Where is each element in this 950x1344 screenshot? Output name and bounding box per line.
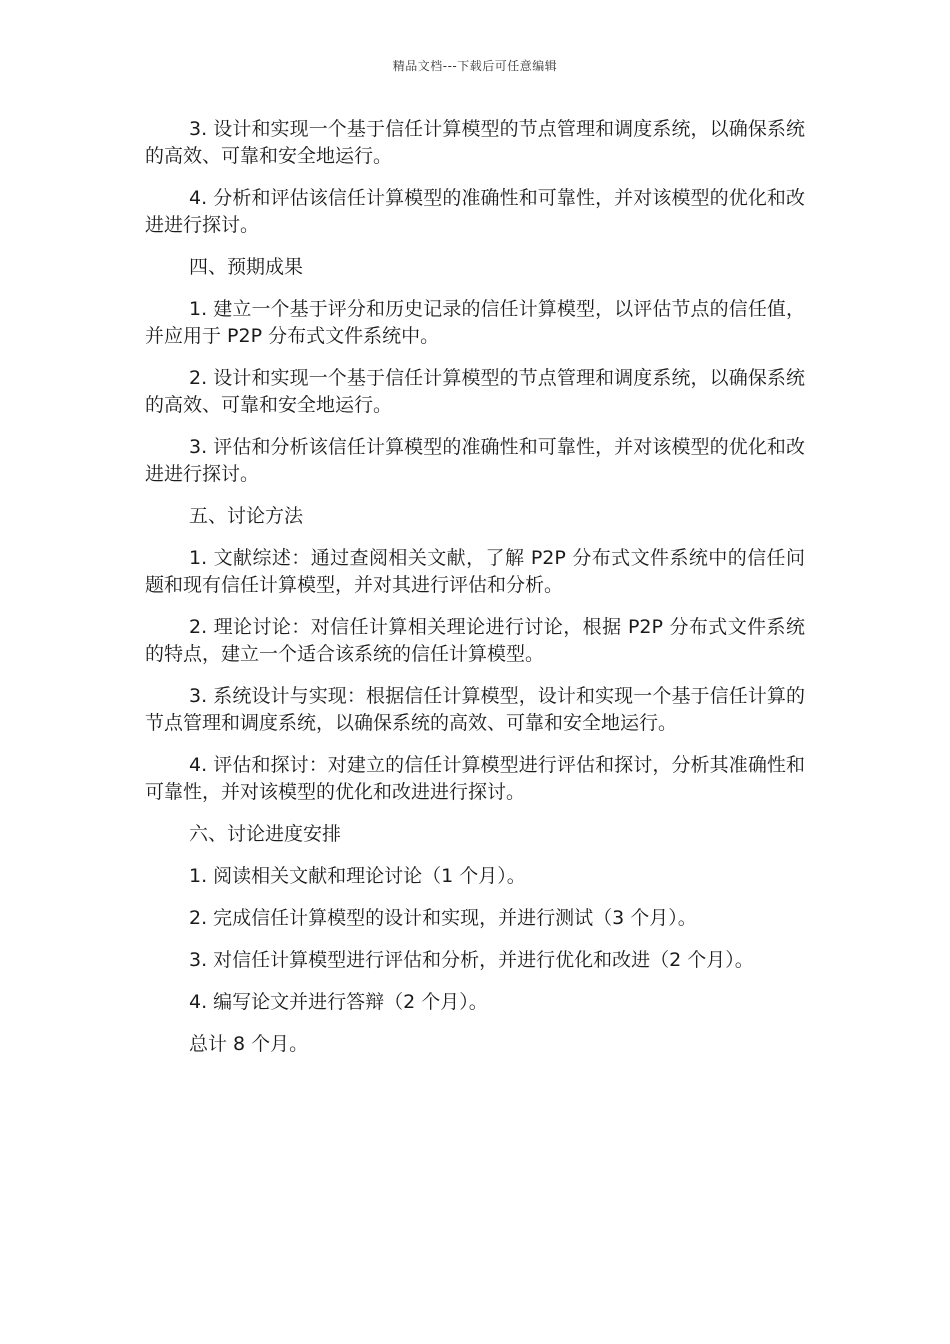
paragraph-method-1: 1. 文献综述：通过查阅相关文献，了解 P2P 分布式文件系统中的信任问题和现有信任计算模型，并对其进行评估和分析。 [145,547,805,596]
document-body [145,116,805,1073]
paragraph-method-3: 3. 系统设计与实现：根据信任计算模型，设计和实现一个基于信任计算的节点管理和调度系统，以确保系统的高效、可靠和安全地运行。 [145,685,805,734]
paragraph-result-2: 2. 设计和实现一个基于信任计算模型的节点管理和调度系统，以确保系统的高效、可靠和安全地运行。 [145,367,805,416]
paragraph-method-2: 2. 理论讨论：对信任计算相关理论进行讨论，根据 P2P 分布式文件系统的特点，建立一个适合该系统的信任计算模型。 [145,616,805,665]
paragraph-schedule-3: 3. 对信任计算模型进行评估和分析，并进行优化和改进（2 个月）。 [189,949,754,971]
section-heading-methods: 五、讨论方法 [189,505,304,527]
paragraph-schedule-2: 2. 完成信任计算模型的设计和实现，并进行测试（3 个月）。 [189,907,697,929]
paragraph-objective-3: 3. 设计和实现一个基于信任计算模型的节点管理和调度系统，以确保系统的高效、可靠和安全地运行。 [145,118,805,167]
paragraph-result-3: 3. 评估和分析该信任计算模型的准确性和可靠性，并对该模型的优化和改进进行探讨。 [145,436,805,485]
section-heading-expected-results: 四、预期成果 [189,256,304,278]
paragraph-result-1: 1. 建立一个基于评分和历史记录的信任计算模型，以评估节点的信任值，并应用于 P2P 分布式文件系统中。 [145,298,805,347]
paragraph-schedule-1: 1. 阅读相关文献和理论讨论（1 个月）。 [189,865,526,887]
page-header: 精品文档---下载后可任意编辑 [392,59,558,73]
paragraph-schedule-4: 4. 编写论文并进行答辩（2 个月）。 [189,991,488,1013]
paragraph-objective-4: 4. 分析和评估该信任计算模型的准确性和可靠性，并对该模型的优化和改进进行探讨。 [145,187,805,236]
paragraph-method-4: 4. 评估和探讨：对建立的信任计算模型进行评估和探讨，分析其准确性和可靠性，并对该模型的优化和改进进行探讨。 [145,754,805,803]
paragraph-schedule-total: 总计 8 个月。 [189,1033,309,1055]
section-heading-schedule: 六、讨论进度安排 [189,823,342,845]
